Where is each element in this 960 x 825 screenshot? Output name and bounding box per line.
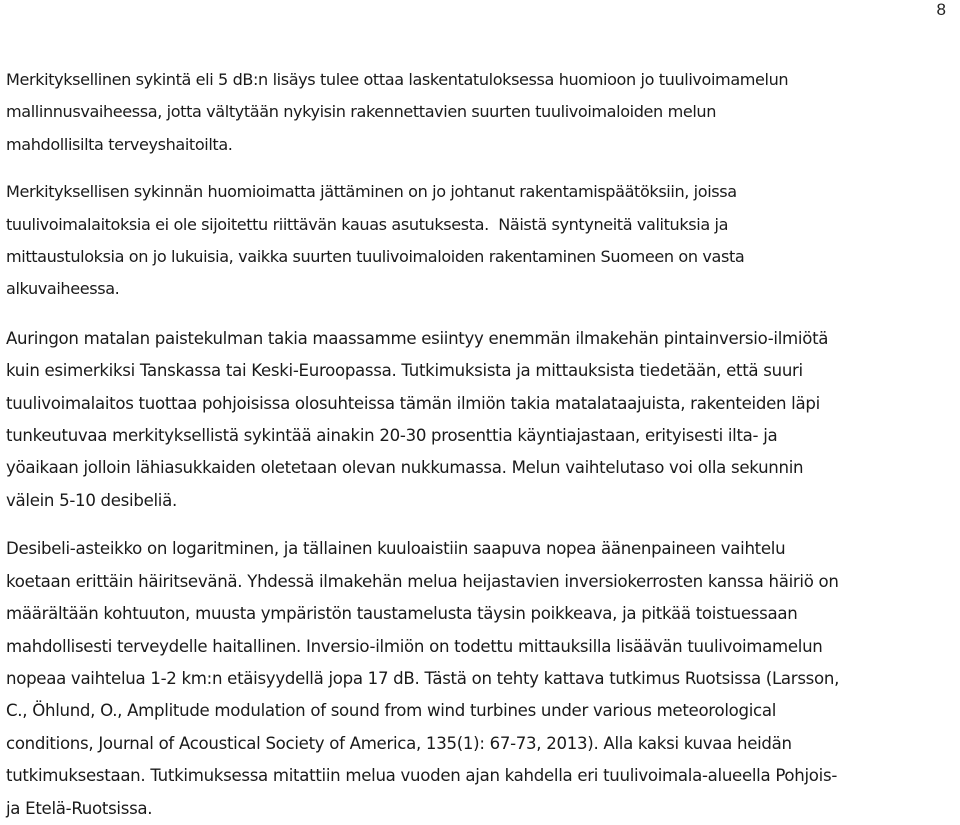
text-line-composite bbox=[6, 209, 954, 241]
text-line: yöaikaan jolloin lähiasukkaiden oletetaan olevan nukkumassa. Melun vaihtelutaso voi olla sekunnin bbox=[6, 458, 804, 478]
text-line: mittaustuloksia on jo lukuisia, vaikka suurten tuulivoimaloiden rakentaminen Suomeen on vasta bbox=[6, 247, 745, 267]
text-line: määrältään kohtuuton, muusta ympäristön taustamelusta täysin poikkeava, ja pitkää toistuessaan bbox=[6, 604, 798, 624]
text-line: nopeaa vaihtelua 1-2 km:n etäisyydellä jopa 17 dB. Tästä on tehty kattava tutkimus Ruotsissa (Larsson, bbox=[6, 668, 840, 688]
text-line: ja Etelä-Ruotsissa. bbox=[6, 798, 153, 818]
text-fragment: tuulivoimalaitoksia ei ole sijoitettu riittävän kauas asutuksesta. bbox=[6, 214, 489, 234]
text-line: C., Öhlund, O., Amplitude modulation of sound from wind turbines under various meteorological bbox=[6, 701, 777, 721]
text-line: Merkityksellinen sykintä eli 5 dB:n lisäys tulee ottaa laskentatuloksessa huomioon jo tuulivoimamelun bbox=[6, 70, 789, 89]
text-line: mahdollisesti terveydelle haitallinen. Inversio-ilmiön on todettu mittauksilla lisäävän tuulivoimamelun bbox=[6, 636, 823, 656]
document-body bbox=[6, 64, 954, 825]
text-line: conditions, Journal of Acoustical Society of America, 135(1): 67-73, 2013). Alla kaksi kuvaa heidän bbox=[6, 733, 792, 753]
text-line: koetaan erittäin häiritsevänä. Yhdessä ilmakehän melua heijastavien inversiokerrosten kanssa häiriö on bbox=[6, 571, 839, 591]
text-fragment: Näistä syntyneitä valituksia ja bbox=[498, 214, 729, 234]
paragraph-inversion bbox=[6, 323, 954, 517]
text-line: välein 5-10 desibeliä. bbox=[6, 490, 177, 510]
text-line: tuulivoimalaitos tuottaa pohjoisissa olosuhteissa tämän ilmiön takia matalataajuista, rakenteiden läpi bbox=[6, 393, 820, 413]
text-line: Merkityksellisen sykinnän huomioimatta jättäminen on jo johtanut rakentamispäätöksiin, joissa bbox=[6, 182, 737, 202]
text-line: mahdollisilta terveyshaitoilta. bbox=[6, 134, 233, 154]
text-line: Desibeli-asteikko on logaritminen, ja tällainen kuuloaistiin saapuva nopea äänenpaineen vaihtelu bbox=[6, 539, 786, 559]
text-line: tutkimuksestaan. Tutkimuksessa mitattiin melua vuoden ajan kahdella eri tuulivoimala-alueella Pohjois- bbox=[6, 766, 838, 786]
paragraph-sykinta-neglect bbox=[6, 176, 954, 306]
text-line: alkuvaiheessa. bbox=[6, 279, 120, 299]
text-line: kuin esimerkiksi Tanskassa tai Keski-Euroopassa. Tutkimuksista ja mittauksista tiedetään, että suuri bbox=[6, 361, 803, 381]
text-line: tunkeutuvaa merkityksellistä sykintää ainakin 20-30 prosenttia käyntiajastaan, erityisesti ilta- ja bbox=[6, 426, 778, 446]
text-line: mallinnusvaiheessa, jotta vältytään nykyisin rakennettavien suurten tuulivoimaloiden melun bbox=[6, 102, 717, 122]
text-line: Auringon matalan paistekulman takia maassamme esiintyy enemmän ilmakehän pintainversio-ilmiötä bbox=[6, 328, 829, 348]
paragraph-decibel-scale bbox=[6, 533, 954, 825]
paragraph-sykinta-intro bbox=[6, 64, 954, 161]
page-number: 8 bbox=[936, 0, 946, 19]
